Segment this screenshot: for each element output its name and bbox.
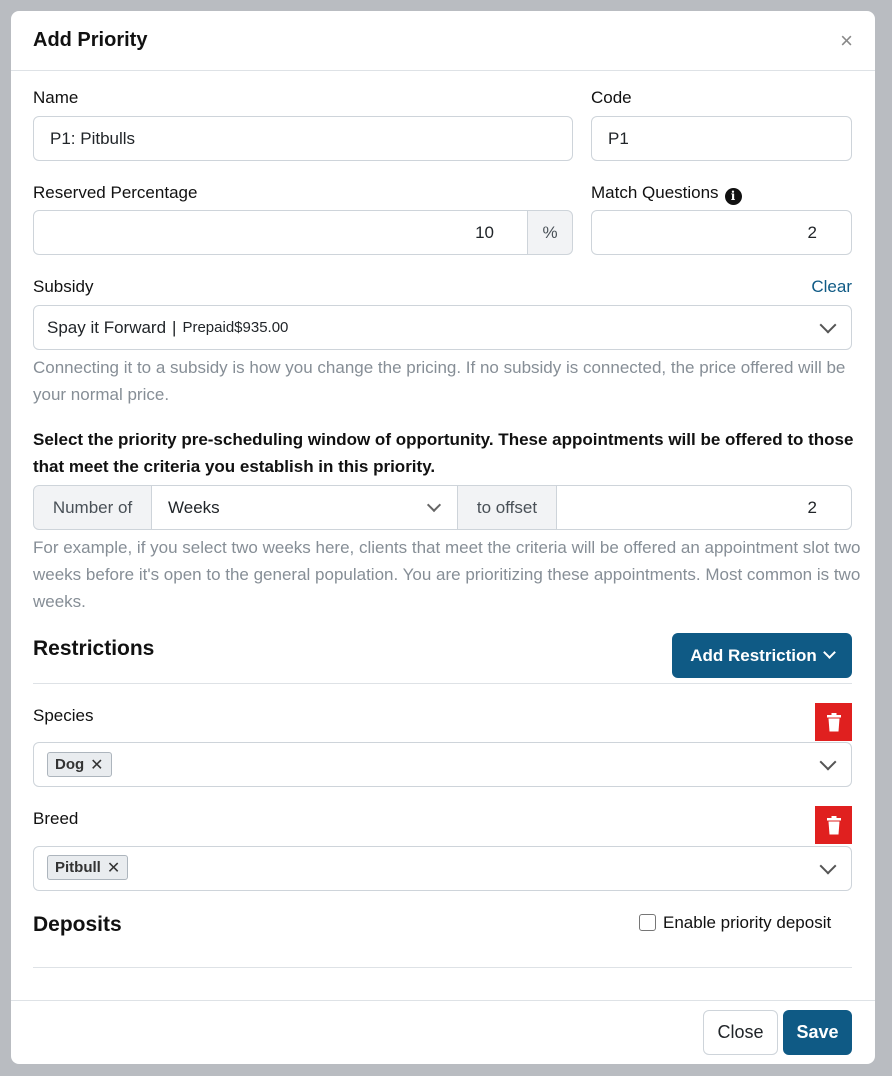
add-priority-modal (11, 11, 875, 1064)
window-help-text: For example, if you select two weeks here, clients that meet the criteria will be offered an appointment slot two weeks before it's open to the general population. You are prioritizing these appointments. Most common is two weeks. (33, 538, 861, 611)
name-label: Name (33, 88, 79, 107)
subsidy-detail: Prepaid$935.00 (182, 319, 289, 336)
trash-icon[interactable] (815, 703, 852, 741)
modal-header (11, 11, 875, 71)
species-tag: Dog ✕ (47, 752, 112, 777)
close-icon[interactable]: × (840, 27, 853, 53)
species-label: Species (33, 706, 94, 725)
deposit-checkbox-label: Enable priority deposit (663, 913, 832, 932)
name-input[interactable]: P1: Pitbulls (33, 116, 573, 161)
percent-addon: % (527, 210, 573, 255)
subsidy-clear-link[interactable]: Clear (811, 277, 852, 296)
info-icon[interactable]: i (725, 188, 742, 205)
close-button[interactable]: Close (703, 1010, 778, 1055)
to-offset-addon: to offset (457, 485, 557, 530)
match-questions-label: Match Questions i (591, 183, 742, 205)
subsidy-select[interactable] (33, 305, 852, 350)
breed-tag: Pitbull ✕ (47, 855, 128, 880)
breed-label: Breed (33, 809, 79, 828)
deposits-title: Deposits (33, 913, 122, 936)
reserved-percentage-label: Reserved Percentage (33, 183, 198, 202)
reserved-percentage-input[interactable]: 10 (33, 210, 529, 255)
remove-tag-icon[interactable]: ✕ (106, 859, 121, 877)
code-label: Code (591, 88, 632, 107)
divider (33, 683, 852, 684)
save-button[interactable]: Save (783, 1010, 852, 1055)
footer-divider (11, 1000, 875, 1001)
remove-tag-icon[interactable]: ✕ (90, 756, 104, 774)
number-of-addon: Number of (33, 485, 152, 530)
subsidy-separator: | (172, 317, 177, 337)
window-unit-select[interactable]: Weeks (151, 485, 458, 530)
match-questions-input[interactable]: 2 (591, 210, 852, 255)
subsidy-help-text: Connecting it to a subsidy is how you change the pricing. If no subsidy is connected, the price offered will be your normal price. (33, 358, 846, 404)
restrictions-title: Restrictions (33, 637, 155, 660)
trash-icon[interactable] (815, 806, 852, 844)
breed-select[interactable] (33, 846, 852, 891)
modal-title: Add Priority (33, 29, 148, 51)
subsidy-label: Subsidy (33, 277, 94, 296)
window-value-input[interactable]: 2 (556, 485, 852, 530)
code-input[interactable]: P1 (591, 116, 852, 161)
deposit-checkbox[interactable] (639, 914, 656, 931)
species-select[interactable] (33, 742, 852, 787)
divider (33, 967, 852, 968)
chevron-down-icon (823, 646, 836, 659)
window-label: Select the priority pre-scheduling window of opportunity. These appointments will be offered to those that meet the criteria you establish in this priority. (33, 430, 854, 476)
add-restriction-button[interactable]: Add Restriction (672, 633, 852, 678)
subsidy-name: Spay it Forward (47, 317, 167, 337)
